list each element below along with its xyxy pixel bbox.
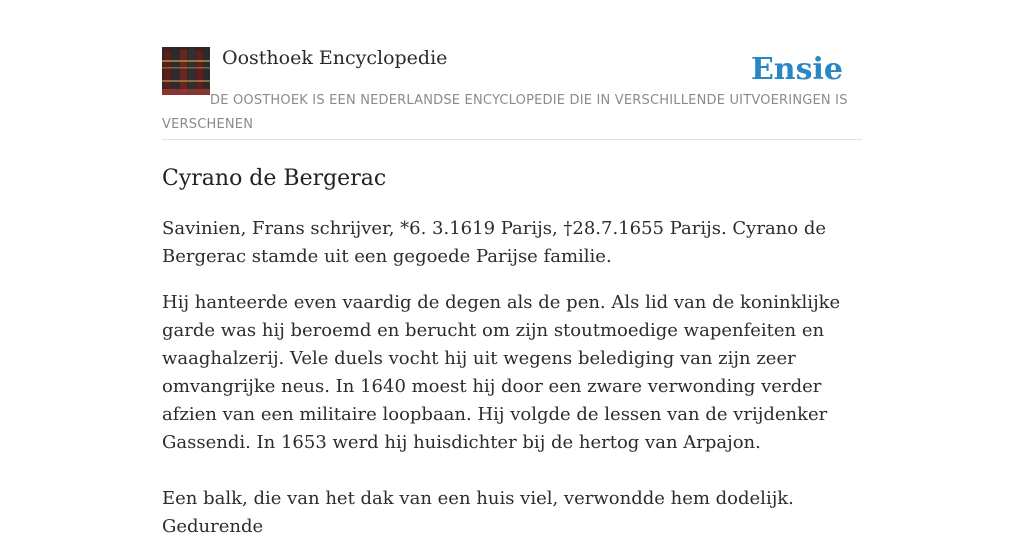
site-header [162, 0, 862, 140]
article-title: Cyrano de Bergerac [162, 166, 387, 191]
encyclopedia-books-icon[interactable] [162, 47, 210, 95]
article-paragraph: Een balk, die van het dak van een huis viel, verwondde hem dodelijk. Gedurende [162, 488, 794, 537]
article-paragraph: Hij hanteerde even vaardig de degen als de pen. Als lid van de koninklijke garde was hij beroemd en berucht om zijn stoutmoedige wapenfeiten en waaghalzerij. Vele duels vocht hij uit wegens belediging van zijn zeer omvangrijke neus. In 1640 moest hij door een zware verwonding verder afzien van een militaire loopbaan. Hij volgde de lessen van de vrijdenker Gassendi. In 1653 werd hij huisdichter bij de hertog van Arpajon. [162, 292, 841, 453]
site-title[interactable]: Oosthoek Encyclopedie [222, 47, 448, 69]
site-tagline: DE OOSTHOEK IS EEN NEDERLANDSE ENCYCLOPEDIE DIE IN VERSCHILLENDE UITVOERINGEN IS VERSCHENEN [162, 93, 848, 132]
content-column [162, 0, 862, 541]
ensie-logo-link[interactable]: Ensie [750, 52, 843, 87]
article-paragraph: Savinien, Frans schrijver, *6. 3.1619 Parijs, †28.7.1655 Parijs. Cyrano de Bergerac stamde uit een gegoede Parijse familie. [162, 218, 826, 267]
article [162, 140, 862, 541]
